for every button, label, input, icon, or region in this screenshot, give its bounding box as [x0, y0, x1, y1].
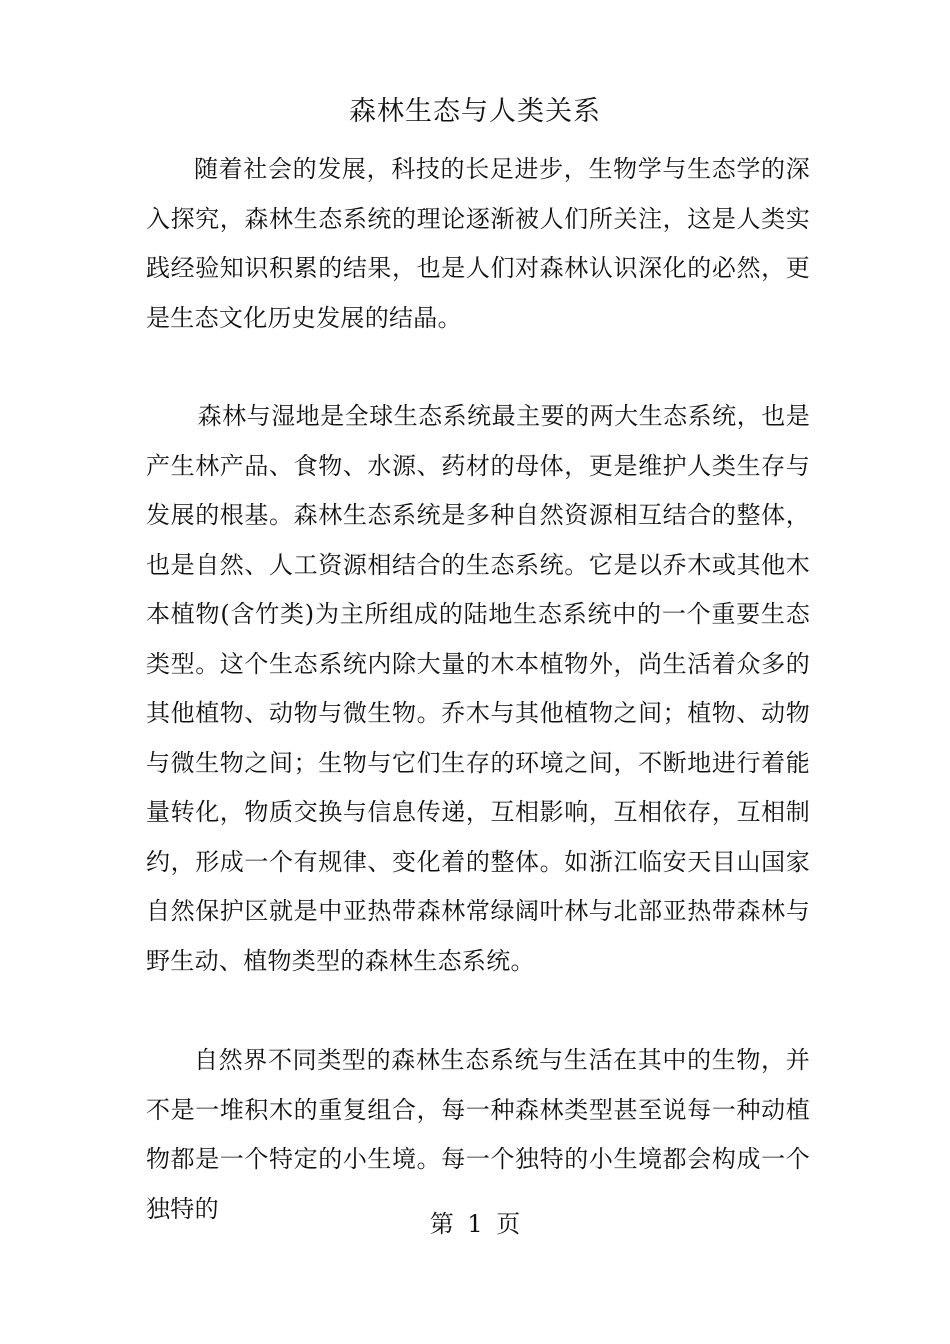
- document-title: 森林生态与人类关系: [349, 96, 601, 127]
- paragraph-1: 随着社会的发展，科技的长足进步，生物学与生态学的深入探究，森林生态系统的理论逐渐被人们所关注，这是人类实践经验知识积累的结果，也是人们对森林认识深化的必然，更是生态文化历史发展的结晶。: [146, 155, 810, 332]
- page-number: 第 1 页: [429, 1210, 521, 1238]
- paragraph-3: 自然界不同类型的森林生态系统与生活在其中的生物，并不是一堆积木的重复组合，每一种森林类型甚至说每一种动植物都是一个特定的小生境。每一个独特的小生境都会构成一个独特的: [146, 1046, 810, 1223]
- paragraph-2: 森林与湿地是全球生态系统最主要的两大生态系统，也是产生林产品、食物、水源、药材的母体，更是维护人类生存与发展的根基。森林生态系统是多种自然资源相互结合的整体，也是自然、人工资源相结合的生态系统。它是以乔木或其他木本植物(含竹类)为主所组成的陆地生态系统中的一个重要生态类型。这个生态系统内除大量的木本植物外，尚生活着众多的其他植物、动物与微生物。乔木与其他植物之间；植物、动物与微生物之间；生物与它们生存的环境之间，不断地进行着能量转化，物质交换与信息传递，互相影响，互相依存，互相制约，形成一个有规律、变化着的整体。如浙江临安天目山国家自然保护区就是中亚热带森林常绿阔叶林与北部亚热带森林与野生动、植物类型的森林生态系统。: [146, 402, 810, 975]
